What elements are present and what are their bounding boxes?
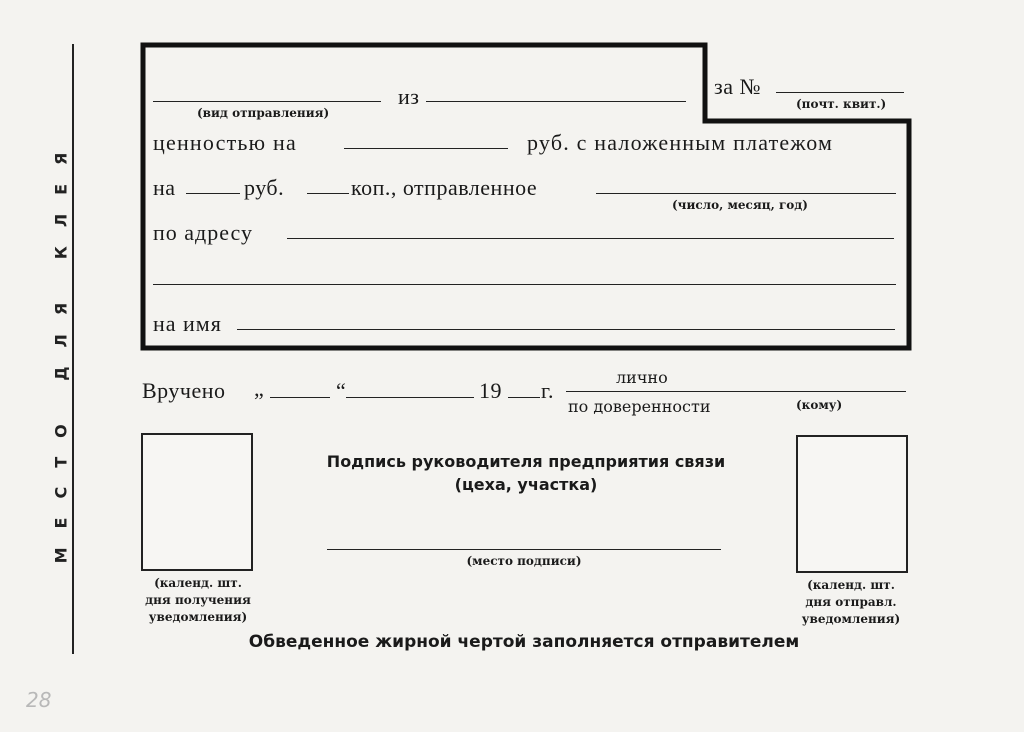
by-proxy-option: по доверенности <box>568 397 711 416</box>
kopecks-sent-label: коп., отправленное <box>351 175 538 200</box>
personally-option: лично <box>616 368 668 387</box>
declared-value-field[interactable] <box>344 148 508 149</box>
glue-area-label: МЕСТО ДЛЯ КЛЕЯ <box>51 133 71 563</box>
receipt-number-field[interactable] <box>776 92 904 93</box>
from-label: из <box>398 84 420 109</box>
year-suffix: г. <box>541 378 555 403</box>
delivery-month-field[interactable] <box>346 397 474 398</box>
sent-date-field[interactable] <box>596 193 896 194</box>
year-prefix: 19 <box>479 378 502 403</box>
cod-label: руб. с наложенным платежом <box>527 130 834 155</box>
delivery-recipient-field[interactable] <box>566 391 906 392</box>
signature-place-caption: (место подписи) <box>466 554 582 568</box>
declared-value-label: ценностью на <box>153 130 297 155</box>
quote-open: „ <box>254 376 265 401</box>
receipt-stamp-caption: (календ. шт. дня получения уведомления) <box>145 576 251 624</box>
delivered-label: Вручено <box>142 378 226 403</box>
quote-close: “ <box>336 378 347 403</box>
shipment-type-caption: (вид отправления) <box>197 106 330 120</box>
signature-field[interactable] <box>327 549 721 550</box>
rubles-label: руб. <box>244 175 285 200</box>
cod-rubles-field[interactable] <box>186 193 240 194</box>
date-caption: (число, месяц, год) <box>672 198 808 212</box>
delivery-year-field[interactable] <box>508 397 540 398</box>
footer-note: Обведенное жирной чертой заполняется отправителем <box>248 632 800 652</box>
cod-kopecks-field[interactable] <box>307 193 349 194</box>
address-field[interactable] <box>287 238 894 239</box>
delivery-day-field[interactable] <box>270 397 330 398</box>
shipment-type-field[interactable] <box>153 101 381 102</box>
signature-title: Подпись руководителя предприятия связи <box>326 452 726 471</box>
recipient-name-label: на имя <box>153 311 222 336</box>
receipt-number-label: за № <box>714 74 761 99</box>
from-field[interactable] <box>426 101 686 102</box>
to-whom-caption: (кому) <box>796 398 843 412</box>
dispatch-stamp-caption: (календ. шт. дня отправл. уведомления) <box>801 578 901 626</box>
address-field-continued[interactable] <box>153 284 896 285</box>
recipient-name-field[interactable] <box>237 329 895 330</box>
cod-amount-label: на <box>153 175 176 200</box>
address-label: по адресу <box>153 220 254 245</box>
signature-subtitle: (цеха, участка) <box>454 475 598 494</box>
pencil-number: 28 <box>26 688 52 712</box>
receipt-caption: (почт. квит.) <box>796 97 887 111</box>
